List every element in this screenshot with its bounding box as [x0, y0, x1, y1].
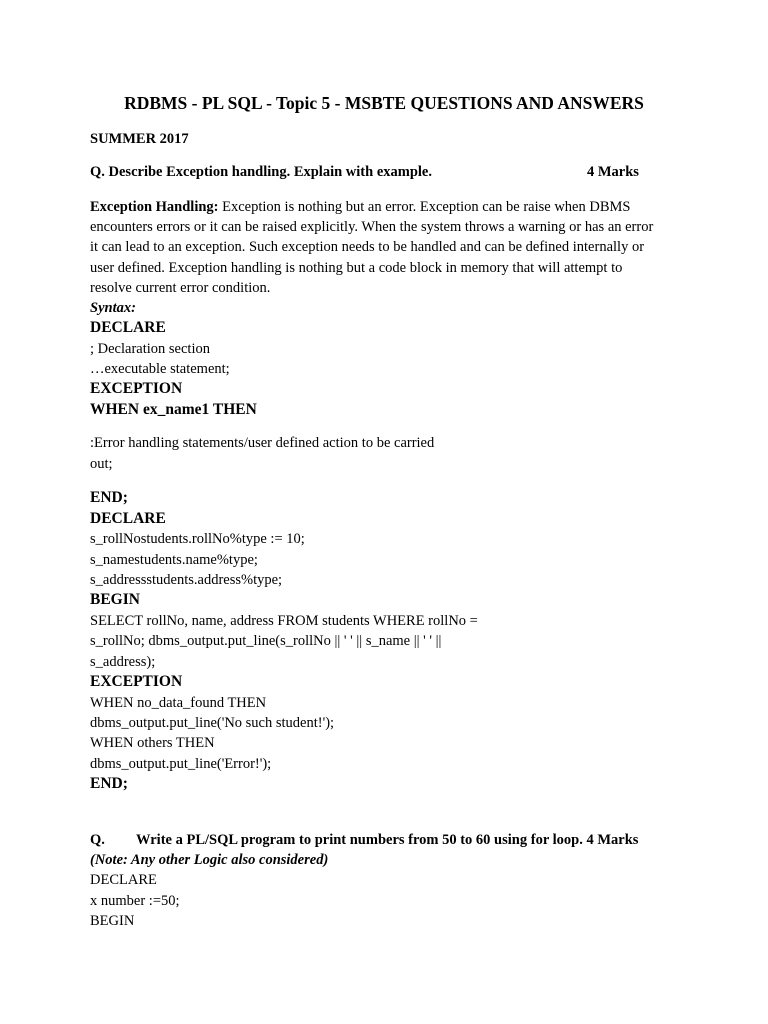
example-declare: DECLARE	[90, 510, 166, 527]
code-line: DECLARE	[90, 872, 157, 888]
syntax-end: END;	[90, 489, 128, 506]
answer-line-2: encounters errors or it can be raised explicitly. When the system throws a warning or has an error	[90, 219, 654, 235]
answer-line-4: user defined. Exception handling is nothing but a code block in memory that will attempt to	[90, 260, 623, 276]
example-end: END;	[90, 775, 128, 792]
question-2-note: (Note: Any other Logic also considered)	[90, 852, 329, 868]
question-1: Q. Describe Exception handling. Explain with example.	[90, 164, 432, 180]
code-line: x number :=50;	[90, 893, 180, 909]
code-line: BEGIN	[90, 913, 135, 929]
example-line: SELECT rollNo, name, address FROM students WHERE rollNo =	[90, 613, 478, 629]
question-2-label: Q.	[90, 832, 105, 848]
example-line: dbms_output.put_line('Error!');	[90, 756, 272, 772]
syntax-exception: EXCEPTION	[90, 380, 183, 397]
example-line: WHEN no_data_found THEN	[90, 695, 267, 711]
answer-line-3: it can lead to an exception. Such exception needs to be handled and can be defined internally or	[90, 239, 645, 255]
syntax-handling-line-1: :Error handling statements/user defined action to be carried	[90, 435, 435, 451]
answer-line-5: resolve current error condition.	[90, 280, 271, 296]
syntax-declaration-section: ; Declaration section	[90, 341, 210, 357]
example-line: s_addressstudents.address%type;	[90, 572, 283, 588]
syntax-handling-line-2: out;	[90, 456, 113, 472]
example-line: WHEN others THEN	[90, 735, 215, 751]
example-begin: BEGIN	[90, 591, 140, 608]
syntax-label: Syntax:	[90, 300, 136, 316]
example-exception: EXCEPTION	[90, 673, 183, 690]
syntax-when: WHEN ex_name1 THEN	[90, 401, 257, 418]
question-1-marks: 4 Marks	[587, 164, 639, 180]
answer-term: Exception Handling:	[90, 199, 219, 215]
example-line: s_rollNostudents.rollNo%type := 10;	[90, 531, 305, 547]
syntax-executable-statement: …executable statement;	[90, 361, 230, 377]
example-line: dbms_output.put_line('No such student!');	[90, 715, 335, 731]
syntax-declare: DECLARE	[90, 319, 166, 336]
example-line: s_address);	[90, 654, 156, 670]
example-line: s_rollNo; dbms_output.put_line(s_rollNo || ' ' || s_name || ' ' ||	[90, 633, 442, 649]
question-2: Write a PL/SQL program to print numbers from 50 to 60 using for loop. 4 Marks	[136, 832, 639, 848]
answer-first-line	[90, 197, 630, 217]
session-heading: SUMMER 2017	[90, 131, 189, 147]
page-title: RDBMS - PL SQL - Topic 5 - MSBTE QUESTIONS AND ANSWERS	[124, 93, 644, 113]
example-line: s_namestudents.name%type;	[90, 552, 258, 568]
answer-line-1: Exception is nothing but an error. Exception can be raise when DBMS	[218, 199, 631, 215]
